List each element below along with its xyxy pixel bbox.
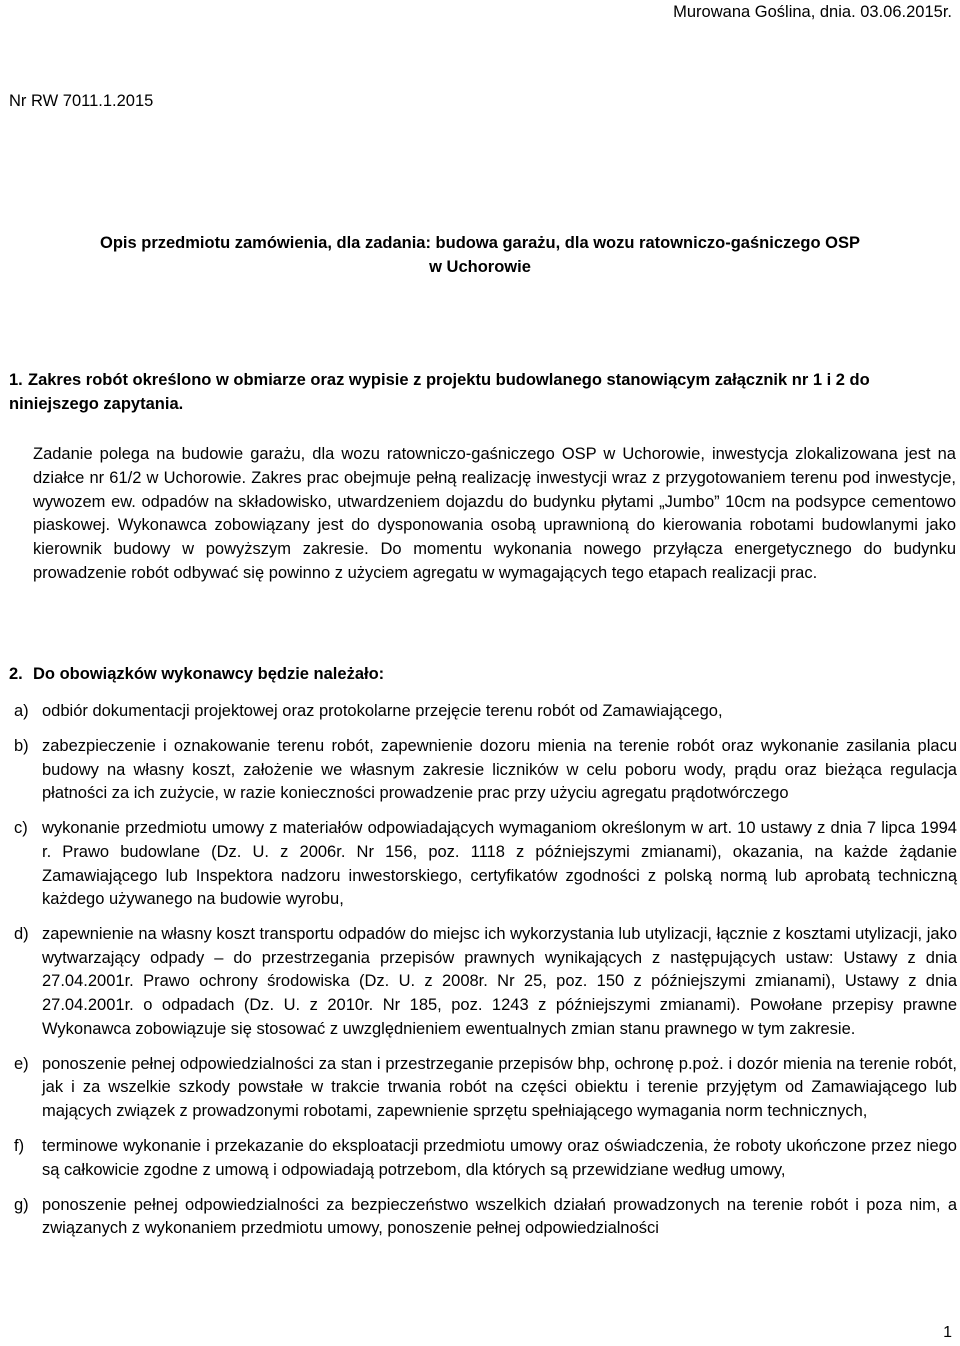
list-item-letter: c) [14,819,28,838]
list-item-text: wykonanie przedmiotu umowy z materiałów odpowiadających wymaganiom określonym w art. 10 ustawy z dnia 7 lipca 1994 r. Prawo budowlane (Dz. U. z 2006r. Nr 156, poz. 1118 z późniejszymi zmianami), okazania, na każde żądanie Zamawiającego lub Inspektora nadzoru inwestorskiego, certyfikatów zgodności z polską normą lub aprobatą techniczną każdego używanego na budowie wyrobu, [42,819,957,909]
title-line-1: Opis przedmiotu zamówienia, dla zadania: budowa garażu, dla wozu ratowniczo-gaśniczego OSP [99,234,861,252]
list-item [9,735,957,806]
list-item-letter: d) [14,925,29,944]
place-date: Murowana Goślina, dnia. 03.06.2015r. [673,3,952,21]
section-2-number: 2. [9,665,23,683]
section-1-heading-text: Zakres robót określono w obmiarze oraz wypisie z projektu budowlanego stanowiącym załącznik nr 1 i 2 do niniejszego zapytania. [9,371,870,413]
obligations-list [9,700,957,1252]
list-item-text: odbiór dokumentacji projektowej oraz protokolarne przejęcie terenu robót od Zamawiającego, [42,702,723,720]
document-title [30,231,930,279]
list-item-text: terminowe wykonanie i przekazanie do eksploatacji przedmiotu umowy oraz oświadczenia, że roboty ukończone przez niego są całkowicie zgodne z umową i odpowiadają potrzebom, dla których są przewidziane według umowy, [42,1137,957,1179]
section-1-heading [9,368,957,416]
list-item-text: zapewnienie na własny koszt transportu odpadów do miejsc ich wykorzystania lub utylizacji, łącznie z kosztami utylizacji, jako wytwarzający odpady – do przestrzegania przepisów prawnych wynikających z następujących ustaw: Ustawy z dnia 27.04.2001r. Prawo ochrony środowiska (Dz. U. z 2008r. Nr 25, poz. 150 z późniejszymi zmianami), Ustawy z dnia 27.04.2001r. o odpadach (Dz. U. z 2010r. Nr 185, poz. 1243 z późniejszymi zmianami). Powołane przepisy prawne Wykonawca zobowiązuje się stosować z uwzględnieniem ewentualnych zmian stanu prawnego w tym zakresie. [42,925,957,1038]
reference-number: Nr RW 7011.1.2015 [9,92,154,110]
title-line-2: w Uchorowie [429,258,531,276]
list-item [9,1053,957,1124]
list-item [9,1135,957,1182]
list-item [9,1194,957,1241]
list-item [9,700,957,724]
section-1-number: 1. [9,371,23,389]
page-number: 1 [943,1324,952,1341]
list-item-letter: f) [14,1137,25,1155]
list-item-text: ponoszenie pełnej odpowiedzialności za bezpieczeństwo wszelkich działań prowadzonych na terenie robót i poza nim, a związanych z wykonaniem przedmiotu umowy, ponoszenie pełnej odpowiedzialności [42,1195,957,1238]
list-item-letter: g) [14,1195,29,1214]
list-item-letter: a) [14,702,29,720]
section-2-heading [9,665,384,684]
list-item [9,923,957,1041]
list-item-text: zabezpieczenie i oznakowanie terenu robót, zapewnienie dozoru mienia na terenie robót oraz wykonanie zasilania placu budowy na własny koszt, założenie we własnym zakresie liczników w celu poboru wody, prądu oraz bieżąca regulacja płatności za ich zużycie, w razie konieczności prowadzenie prac przy użyciu agregatu prądotwórczego [42,737,957,803]
list-item [9,817,957,911]
list-item-text: ponoszenie pełnej odpowiedzialności za stan i przestrzeganie przepisów bhp, ochronę p.poż. i dozór mienia na terenie robót, jak i za wszelkie szkody powstałe w trakcie trwania robót na części obiektu i terenie przyjętym od Zamawiającego lub mających związek z prowadzonymi robotami, zapewnienie sprzętu spełniającego wymagania norm technicznych, [42,1054,957,1120]
section-1-paragraph: Zadanie polega na budowie garażu, dla wozu ratowniczo-gaśniczego OSP w Uchorowie, inwestycja zlokalizowana jest na działce nr 61/2 w Uchorowie. Zakres prac obejmuje pełną realizację inwestycji wraz z przygotowaniem terenu pod inwestycje, wywozem ew. odpadów na składowisko, utwardzeniem dojazdu do budynku płytami „Jumbo” 10cm na podsypce cementowo piaskowej. Wykonawca zobowiązany jest do dysponowania osobą uprawnioną do kierowania robotami budowlanymi jako kierownik budowy w powyższym zakresie. Do momentu wykonania nowego przyłącza energetycznego do budynku prowadzenie robót odbywać się powinno z użyciem agregatu w wymagających tego etapach realizacji prac. [33,445,956,582]
section-2-heading-text: Do obowiązków wykonawcy będzie należało: [33,665,385,683]
list-item-letter: b) [14,737,29,756]
list-item-letter: e) [14,1054,29,1073]
